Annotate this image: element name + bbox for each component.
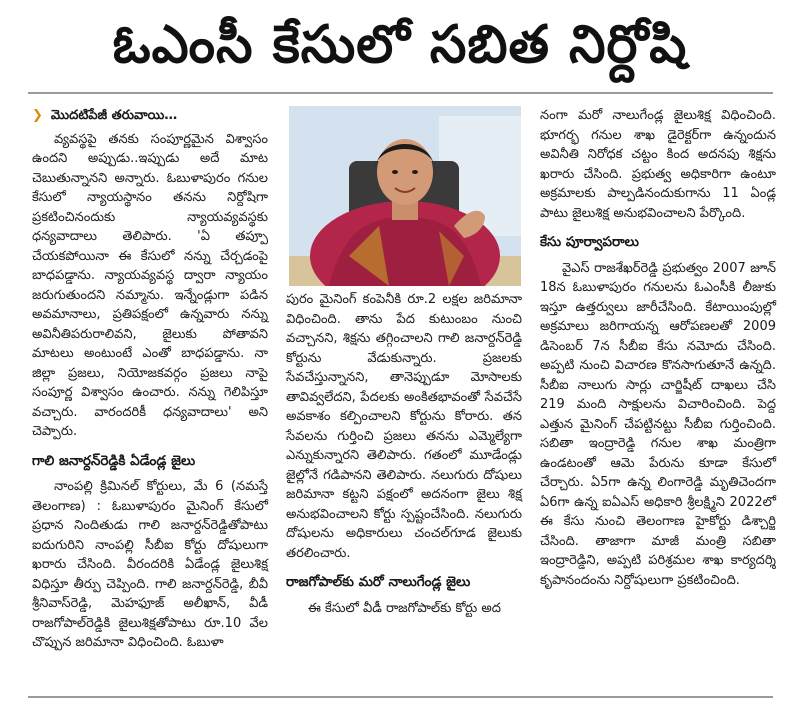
column-1 (32, 106, 268, 653)
top-rule (28, 92, 773, 94)
kicker-text: మొదటిపేజీ తరువాయి… (50, 108, 178, 123)
kicker (32, 106, 268, 126)
col2-paragraph-1: పురం మైనింగ్ కంపెనీకి రూ.2 లక్షల జరిమానా విధించింది. తాను పేద కుటుంబం నుంచి వచ్చానని, శిక్షను తగ్గించాలని గాలి జనార్దన్‌రెడ్డి కోర్టును వేడుకున్నారు. ప్రజలకు సేవచేస్తున్నానని, తానెప్పుడూ మోసాలకు తావివ్వలేదని, పేదలకు అంకితభావంతో సేవచేసే అవకాశం కల్పించాలని కోర్టును కోరారు. తన సేవలను గుర్తించి ప్రజలు తనను ఎమ్మెల్యేగా ఎన్నుకున్నారని తెలిపారు. గతంలో మూడేండ్లు జైల్లోనే గడిపానని తెలిపారు. నలుగురు దోషులు జరిమానా కట్టని పక్షంలో అదనంగా జైలు శిక్ష అనుభవించాలని కోర్టు స్పష్టంచేసింది. నలుగురు దోషులను అధికారులు చంచల్‌గూడ జైలుకు తరలించారు. (286, 292, 522, 561)
col1-subhead: గాలి జనార్దన్‌రెడ్డికి ఏడేండ్ల జైలు (32, 452, 196, 469)
bottom-rule (28, 696, 773, 698)
col3-paragraph-1: నంగా మరో నాలుగేండ్ల జైలుశిక్ష విధించింది. భూగర్భ గనుల శాఖ డైరెక్టర్‌గా ఉన్నందున అవినీతి నిరోధక చట్టం కింద అదనపు శిక్షను ఖరారు చేసింది. ప్రభుత్వ అధికారిగా ఉంటూ అక్రమాలకు పాల్పడినందుకుగాను 11 ఏండ్ల పాటు జైలుశిక్ష అనుభవించాలని పేర్కొంది. (540, 108, 776, 221)
chevron-right-icon: ❯ (32, 108, 43, 123)
col2-paragraph-2: ఈ కేసులో వీడీ రాజగోపాల్‌కు కోర్టు అద (308, 600, 501, 616)
portrait-image (289, 106, 521, 286)
col1-paragraph-2: నాంపల్లి క్రిమినల్ కోర్టులు, మే 6 (నమస్తే తెలంగాణ) : ఓబుళాపురం మైనింగ్ కేసులో ప్రధాన నిందితుడు గాలి జనార్దన్‌రెడ్డితోపాటు ఐదుగురిని నాంపల్లి సీబీఐ కోర్టు దోషులుగా ఖరారు చేసింది. వీరందరికి ఏడేండ్ల జైలుశిక్ష విధిస్తూ తీర్పు చెప్పింది. గాలి జనార్దన్‌రెడ్డి, బీవీ శ్రీనివాస్‌రెడ్డి, మెహఫూజ్ అలీఖాన్, వీడీ రాజగోపాల్‌రెడ్డికి జైలుశిక్షతోపాటు రూ.10 వేల చొప్పున జరిమానా విధించింది. ఓబుళా (32, 479, 268, 650)
column-2 (286, 290, 522, 618)
col2-subhead: రాజగోపాల్‌కు మరో నాలుగేండ్ల జైలు (286, 574, 471, 590)
headline: ఓఎంసీ కేసులో సబిత నిర్దోషి (112, 15, 688, 75)
col3-subhead: కేసు పూర్వాపరాలు (540, 234, 639, 250)
col3-paragraph-2: వైఎస్ రాజశేఖర్‌రెడ్డి ప్రభుత్వం 2007 జూన్ 18న ఓబుళాపురం గనులను ఓఎంసీకి లీజుకు ఇస్తూ ఉత్తర్వులు జారీచేసింది. కేటాయింపుల్లో అక్రమాలు జరిగాయన్న ఆరోపణలతో 2009 డిసెంబర్ 7న సీబీఐ కేసు నమోదు చేసింది. అప్పటి నుంచి విచారణ కొనసాగుతూనే ఉన్నది. సీబీఐ నాలుగు సార్లు చార్జిషీట్ దాఖలు చేసి 219 మంది సాక్షులను విచారించింది. పెద్ద ఎత్తున మైనింగ్ చేపట్టినట్టు సీబీఐ గుర్తించింది. సబితా ఇంద్రారెడ్డి గనుల శాఖ మంత్రిగా ఉండటంతో ఆమె పేరును కూడా కేసులో చేర్చారు. ఏ5గా ఉన్న లింగారెడ్డి మృతిచెందగా ఏ6గా ఉన్న ఐఏఎస్ అధికారి శ్రీలక్ష్మిని 2022లో ఈ కేసు నుంచి తెలంగాణ హైకోర్టు డిశ్చార్జి చేసింది. తాజాగా మాజీ మంత్రి సబితా ఇంద్రారెడ్డిని, అప్పటి పరిశ్రమల శాఖ కార్యదర్శి కృపానందంను నిర్దోషులుగా ప్రకటించింది. (540, 260, 776, 588)
column-3 (540, 106, 776, 590)
photo-sabitha (289, 106, 521, 286)
col1-paragraph-1: వ్యవస్థపై తనకు సంపూర్ణమైన విశ్వాసం ఉందని అప్పుడు..ఇప్పుడు అదే మాట చెబుతున్నానని అన్నారు. ఓబుళాపురం గనుల కేసులో న్యాయస్థానం తనను నిర్దోషిగా ప్రకటించినందుకు న్యాయవ్యవస్థకు ధన్యవాదాలు తెలిపారు. 'ఏ తప్పూ చేయకపోయినా ఈ కేసులో నన్ను చేర్చడంపై బాధపడ్డాను. న్యాయవ్యవస్థ ద్వారా న్యాయం జరుగుతుందని నమ్మాను. ఇన్నేండ్లుగా పడిన అవమానాలు, ప్రతిపక్షంలో ఉన్నవారు నన్ను అవినీతిపరురాలివని, జైలుకు పోతావని మాటలు అంటుంటే ఎంతో బాధపడ్డాను. నా జిల్లా ప్రజలు, నియోజకవర్గం ప్రజలు నాపై సంపూర్ణ విశ్వాసం ఉంచారు. నన్ను గెలిపిస్తూ వచ్చారు. వారందరికీ ధన్యవాదాలు' అని చెప్పారు. (32, 131, 268, 439)
